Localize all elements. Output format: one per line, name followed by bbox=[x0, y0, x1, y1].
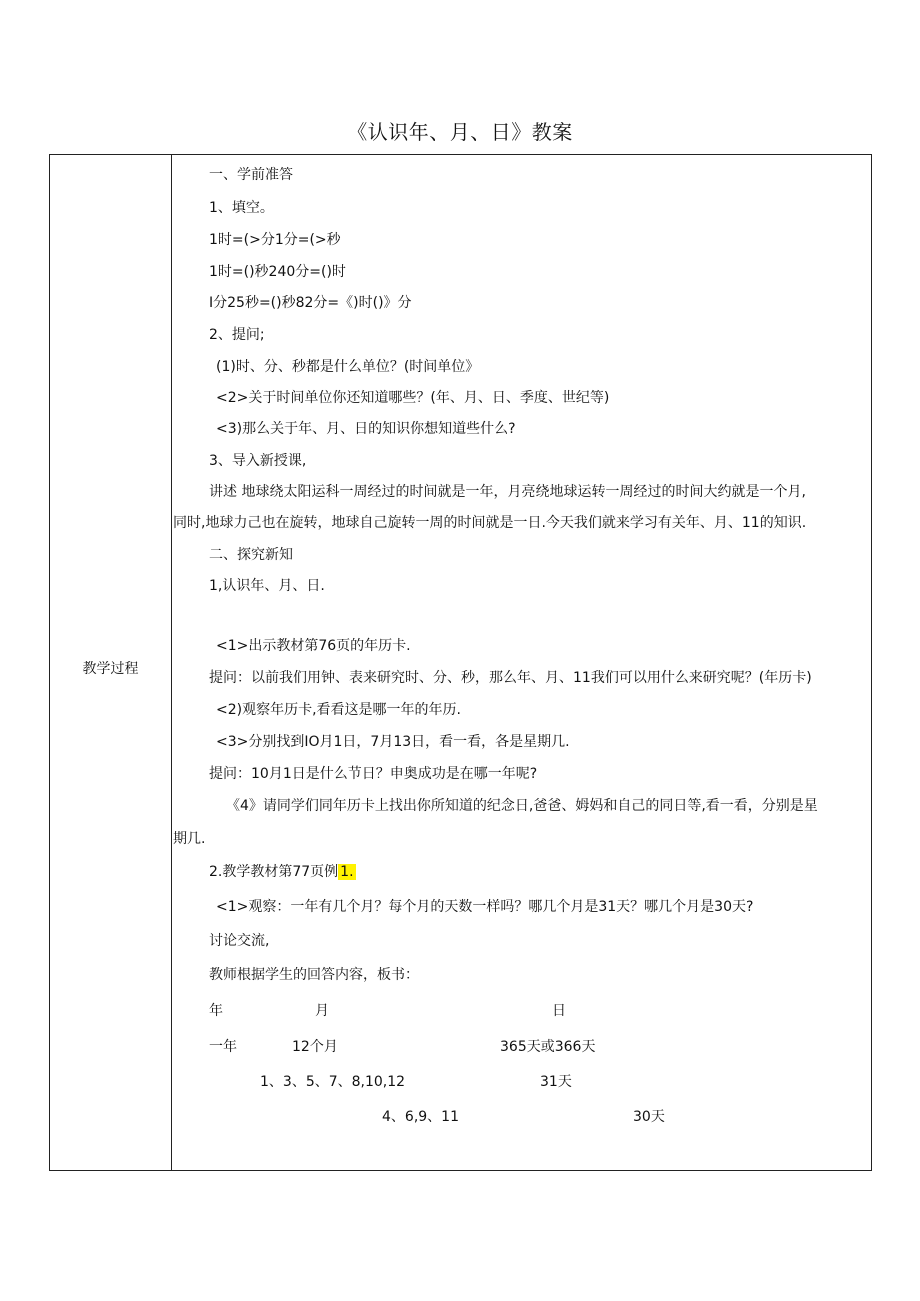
step-4-line-1: 《4》请同学们同年历卡上找出你所知道的纪念日,爸爸、姆妈和自己的同日等,看一看，分别是星 bbox=[226, 798, 818, 814]
observe-question: <1>观察：一年有几个月？每个月的天数一样吗？哪几个月是31天？哪几个月是30天? bbox=[216, 899, 754, 915]
item-fill-blank: 1、填空。 bbox=[209, 200, 274, 216]
narration-line-1: 讲述 地球绕太阳运科一周经过的时间就是一年，月亮绕地球运转一周经过的时间大约就是一个月, bbox=[209, 484, 806, 500]
example-prefix: 2.教学教材第77页例 bbox=[209, 864, 339, 880]
heading-preclass: 一、学前准答 bbox=[209, 167, 293, 183]
lesson-table bbox=[49, 154, 872, 1171]
board-row1-day: 365天或366天 bbox=[500, 1039, 596, 1055]
item-questions: 2、提问; bbox=[209, 327, 265, 343]
step-2: <2)观察年历卡,看看这是哪一年的年历. bbox=[216, 702, 461, 718]
prompt-2: 提问：10月1日是什么节日？申奥成功是在哪一年呢? bbox=[209, 766, 538, 782]
board-header-month: 月 bbox=[315, 1003, 329, 1019]
step-3: <3>分别找到IO月1日，7月13日，看一看，各是星期几. bbox=[216, 734, 570, 750]
board-header-year: 年 bbox=[209, 1003, 223, 1019]
step-1: <1>出示教材第76页的年历卡. bbox=[216, 638, 411, 654]
narration-line-2: 同时,地球力己也在旋转，地球自己旋转一周的时间就是一日.今天我们就来学习有关年、月、11的知识. bbox=[173, 515, 807, 531]
highlighted-number: 1. bbox=[340, 864, 354, 880]
question-1: (1)时、分、秒都是什么单位？(时间单位》 bbox=[216, 359, 480, 375]
board-row3-days: 30天 bbox=[633, 1109, 665, 1125]
blank-line-1: 1时=(>分1分=(>秒 bbox=[209, 232, 341, 248]
blank-line-2: 1时=()秒240分=()时 bbox=[209, 264, 346, 280]
board-intro: 教师根据学生的回答内容，板书： bbox=[209, 967, 419, 983]
question-3: <3)那么关于年、月、日的知识你想知道些什么? bbox=[216, 421, 516, 437]
item-know-ymd: 1,认识年、月、日. bbox=[209, 578, 325, 594]
board-row2-days: 31天 bbox=[540, 1074, 572, 1090]
question-2: <2>关于时间单位你还知道哪些？(年、月、日、季度、世纪等) bbox=[216, 390, 610, 406]
document-title: 《认识年、月、日》教案 bbox=[347, 120, 573, 144]
blank-line-3: I分25秒=()秒82分=《)时()》分 bbox=[209, 295, 412, 311]
board-row2-months: 1、3、5、7、8,10,12 bbox=[260, 1074, 406, 1090]
column-divider bbox=[171, 155, 172, 1170]
board-header-day: 日 bbox=[552, 1003, 566, 1019]
section-label: 教学过程 bbox=[82, 661, 139, 677]
item-example bbox=[209, 862, 356, 882]
board-row1-year: 一年 bbox=[209, 1039, 237, 1055]
board-row1-month: 12个月 bbox=[292, 1039, 338, 1055]
prompt-1: 提问：以前我们用钟、表来研究时、分、秒，那么年、月、11我们可以用什么来研究呢？(年历卡) bbox=[209, 670, 812, 686]
board-row3-months: 4、6,9、11 bbox=[382, 1109, 459, 1125]
discussion: 讨论交流, bbox=[209, 933, 270, 949]
heading-explore: 二、探究新知 bbox=[209, 547, 293, 563]
step-4-line-2: 期几. bbox=[173, 831, 206, 847]
item-introduce: 3、导入新授课, bbox=[209, 453, 307, 469]
